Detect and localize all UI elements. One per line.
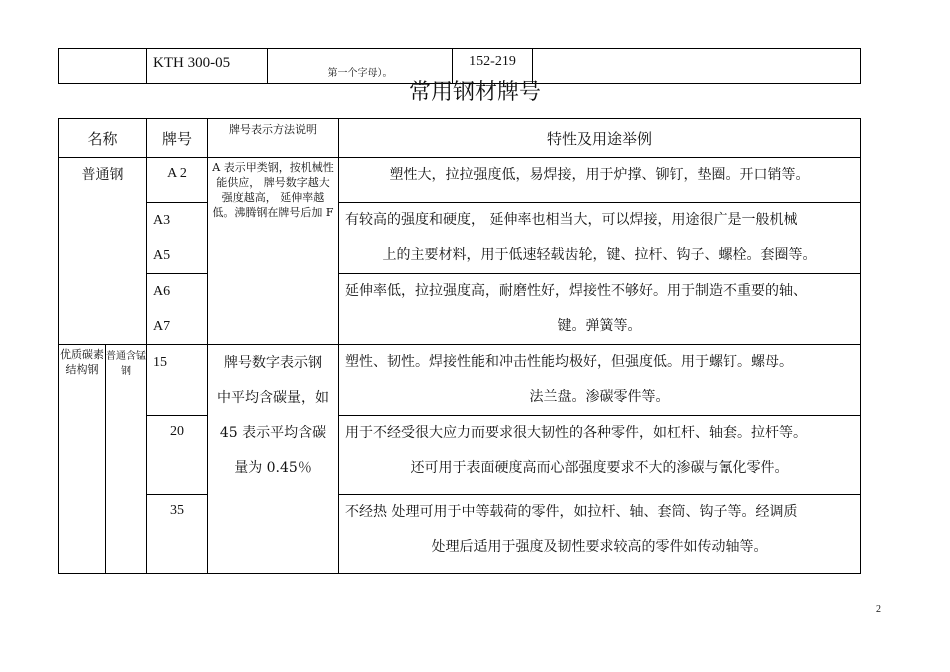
- grade-35: 35: [147, 495, 208, 574]
- name-carbon-steel: 普通钢: [59, 158, 147, 345]
- method-line1: 牌号数字表示钢: [224, 355, 323, 371]
- usage-20: [339, 416, 861, 495]
- grade-a6-a7: [147, 274, 208, 345]
- steel-grade-table: [58, 118, 861, 574]
- grade-a2: A 2: [147, 158, 208, 203]
- usage-15: [339, 345, 861, 416]
- method-line4: 量为 0.45％: [234, 460, 312, 476]
- grade-15-label: 15: [153, 355, 168, 370]
- usage-20-line1: 用于不经受很大应力而要求很大韧性的各种零件，如杠杆、轴套。拉杆等。: [345, 425, 808, 441]
- header-grade: 牌号: [147, 119, 208, 158]
- name-quality-carbon-steel: 优质碳素结构钢: [59, 345, 106, 574]
- grade-a3-a5: [147, 203, 208, 274]
- method-line3: 45 表示平均含碳: [219, 425, 327, 441]
- method-line2: 中平均含碳量，如: [217, 390, 330, 406]
- grade-15: [147, 345, 208, 416]
- grade-a6: A6: [153, 284, 171, 299]
- usage-a3-line2: 上的主要材料，用于低速轻载齿轮，键、拉杆、钩子、螺栓。套圈等。: [382, 247, 817, 263]
- usage-15-line1: 塑性、韧性。焊接性能和冲击性能均极好，但强度低。用于螺钉。螺母。: [345, 354, 794, 370]
- page-title: 常用钢材牌号: [408, 80, 541, 105]
- usage-a3-line1: 有较高的强度和硬度， 延伸率也相当大，可以焊接，用途很广是一般机械: [345, 212, 798, 228]
- usage-a2: 塑性大，拉拉强度低，易焊接，用于炉撑、铆钉，垫圈。开口销等。: [339, 158, 861, 203]
- usage-a6-a7: [339, 274, 861, 345]
- top-note-cell: 第一个字母）。: [268, 49, 453, 84]
- usage-a3-a5: [339, 203, 861, 274]
- grade-20: 20: [147, 416, 208, 495]
- usage-35: [339, 495, 861, 574]
- grade-a5: A5: [153, 248, 171, 263]
- usage-35-line1: 不经热 处理可用于中等载荷的零件，如拉杆、轴、套筒、钩子等。经调质: [345, 504, 798, 520]
- name-manganese-steel: 普通含锰钢: [106, 345, 147, 574]
- usage-35-line2: 处理后适用于强度及韧性要求较高的零件如传动轴等。: [431, 539, 768, 555]
- usage-a6-line1: 延伸率低，拉拉强度高，耐磨性好，焊接性不够好。用于制造不重要的轴、: [345, 283, 808, 299]
- header-method: 牌号表示方法说明: [208, 119, 339, 158]
- header-name: 名称: [59, 119, 147, 158]
- usage-a6-line2: 键。弹簧等。: [557, 318, 642, 334]
- header-usage: 特性及用途举例: [339, 119, 861, 158]
- grade-a7: A7: [153, 319, 171, 334]
- usage-20-line2: 还可用于表面硬度高而心部强度要求不大的渗碳与氰化零件。: [410, 460, 789, 476]
- grade-a3: A3: [153, 213, 171, 228]
- page-number: 2: [876, 604, 881, 615]
- top-range-cell: 152-219: [453, 49, 533, 84]
- method-carbon-steel: A 表示甲类钢，按机械性能供应， 牌号数字越大强度越高， 延伸率越低。沸腾钢在牌号后加 F: [208, 158, 339, 345]
- usage-15-line2: 法兰盘。渗碳零件等。: [529, 389, 670, 405]
- method-quality-steel: [208, 345, 339, 574]
- top-kth-cell: KTH 300-05: [147, 49, 268, 84]
